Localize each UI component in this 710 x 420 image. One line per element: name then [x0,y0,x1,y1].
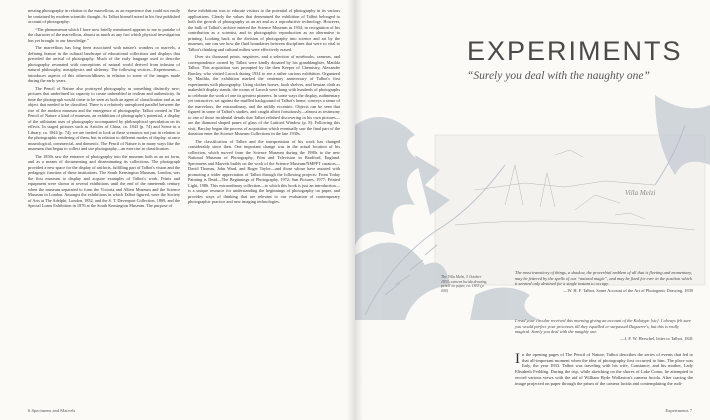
paragraph: Over six thousand prints, negatives, and a selection of notebooks, cameras, and correspondence owned by Talbot were kindly donated by his granddaughter, Matilda Talbot. This acquisition was prompted by the then Keeper of Chemistry, Alexander Barclay, who visited Lacock during 1934 to see a rather curious exhibition. Organized by Matilda, the exhibition marked the centenary anniversary of Talbot's first experiments with photography. Using clothes horses, book shelves, and hessian cloth as makeshift display stands, the rooms of Lacock were hung with hundreds of photographs to celebrate the work of one its greatest pioneers. In some ways the display, rudimentary yet instructive, set against the muffled background of Talbot's home, conveys a sense of the marvelous, the extraordinary, and the mildly eccentric. Objects can be seen that figured in some of Talbot's studies, and caught albeit fortuitously—almost as testimony to one of those incidental details that Talbot relished discovering in his own pictures—are the diamond shaped panes of glass of the Latticed Window (p. 8). Following this visit, Barclay began the process of acquisition which eventually saw the final part of the donation enter the Science Museum Collections in the late 1930s. [188,54,340,136]
paragraph: The 1850s saw the entrance of photography into the museum both as an art form, and as a means of documenting and disseminating its collections. The photograph provided a new space for the display of artifacts, fulfilling part of Talbot's vision and the pedagogic function of these institutions. The South Kensington Museum, London, was the first museum to display and acquire examples of Talbot's work. Prints and equipment were shown at several exhibitions until the end of the nineteenth century when the museum separated to form the Victoria and Albert Museum and the Science Museum in London. Amongst the exhibitions in which Talbot figured, were the Society of Arts at The Adelphi, London, 1852, and the S. T. Davenport Collection, 1869, and the Special Loans Exhibition in 1876 at the South Kensington Museum. The purpose of [28,153,180,208]
epigraph-attribution: —W. H. F. Talbot, Some Account of the Art of Photogenic Drawing, 1839 [563,287,693,293]
left-column-2 [188,8,340,207]
epigraph-text: I read your circular received this morning giving an account of the Kalotype [sic]. I always felt sure you would perfect your processes till they equalled or surpassed Daguerre's, but this is really magical. Surely you deal with the naughty one. [515,318,691,335]
paragraph: these exhibitions was to educate visitors to the potential of photography in its various applications. Clearly the values that determined the exhibition of Talbot belonged to both the growth of photography as an art and as a reproductive technology. However, the bulk of Talbot's archive entered the Science Museum in 1934, in recognition of his contribution as a scientist, and in photographic reproduction as an alternative to printing. Looking back at the division of photography into science and art by the museum, one can see how the fluid boundaries between disciplines that were so vital to Talbot's thinking and cultural milieu were effectively erased. [188,8,340,52]
sketch-paper [435,135,705,285]
right-page [355,0,710,420]
left-column-1 [28,8,180,211]
epigraph-text: The most transitory of things, a shadow, the proverbial emblem of all that is fleeting and momentary, may be fettered by the spells of our “natural magic”, and may be fixed for ever in the position which it seemed only destined for a single instant to occupy. [515,270,692,287]
paragraph: The Pencil of Nature also portrayed photography as something distinctly new; pictures that underlined its capacity to create unheralded in realism and authenticity. In time the photograph would come to be seen as both an agent of classification and as an object that needed to be classified. There is a relatively unexplored parallel between the rise of the modern museum and the emergence of photography. Talbot created in The Pencil of Nature a kind of museum, an exhibition of photography's potential, a display of the utilitarian uses of photography accompanied by philosophical speculation on its effects. In staged pictures such as Articles of China, ca. 1843 (p. 74) and Scene in a Library, ca. 1844 (p. 74), we are invited to look at these scenarios not just in relation to the photographic rendering of them, but in relation to different modes of display, at once museological, commercial, and domestic. The Pencil of Nature is in many ways like the museums that began to collect and use photography—an exercise in classification. [28,85,180,151]
sketch-inscription: Villa Melzi [625,189,656,197]
intro-paragraph [515,352,693,386]
quote-paragraph: “The phenomenon which I have now briefly mentioned appears to me to partake of the character of the marvellous, almost as much as any fact which physical investigation has yet brought to our knowledge.” [28,26,180,43]
page-folio-right: Experiments 7 [665,408,692,413]
epigraph-attribution: —J. F. W. Herschel, letter to Talbot, 1841 [620,335,693,341]
image-caption: The Villa Melzi, 5 October 1833; camera lucida drawing, pencil on paper, ca. 1833 (p. 000) [441,275,488,293]
paragraph: The classification of Talbot and the interpretation of his work has changed considerably since then. One important change was in the actual location of his collection, which moved from the Science Museum during the 1980s to the new National Museum of Photography, Film and Television in Bradford, England. Specimens and Marvels builds on the work of the Science Museum/NMPFT curators—David Thomas, John Ward, and Roger Taylor—and those whose have assisted with promoting a wider appreciation of Talbot through the following projects: From Today Painting is Dead—The Beginnings of Photography, 1972; Sun Pictures, 1977; Printed Light, 1986. This extraordinary collection—to which this book is just an introduction—is a unique resource for understanding the beginnings of photography on paper, and provides ways of thinking that are relevant to our evaluation of contemporary photographic practice and new imaging technologies. [188,138,340,204]
drop-cap: I [515,351,520,367]
paragraph: nessing photography in relation to the marvellous, as an experience that could not easily be contained by modern scientific thought. As Talbot himself noted in his first published account of photography: [28,8,180,24]
epigraph-talbot [515,270,693,293]
chapter-subtitle: “Surely you deal with the naughty one” [467,70,650,82]
paragraph: The marvellous has long been associated with nature's wonders or marvels, a defining feature in the cultural landscape of educational collections and displays that preceded the arrival of photography. Much of the early language used to describe photography resonated with conceptions of natural world derived from infusion of natural philosophy, metaphysics and alchemy. The following section—Experiments—introduces aspects of this otherworldliness in relation to some of the images made during the early years. [28,45,180,83]
chapter-title: EXPERIMENTS [467,36,683,66]
page-folio-left: 6 Specimens and Marvels [28,408,76,413]
intro-text: n the opening pages of The Pencil of Nature, Talbot describes the series of events that led to that all-important moment when the idea of photography first occurred to him. The place was Italy, the year 1833. Talbot was traveling with his wife, Constance, and his mother, Lady Elisabeth Feilding. During the trip, while sketching on the shores of Lake Como, he attempted to record various views with the aid of William Hyde Wollaston's camera lucida. After tracing the image projected on paper through the prism of the camera lucida and contemplating the rudi- [515,352,693,386]
epigraph-herschel [515,318,693,341]
